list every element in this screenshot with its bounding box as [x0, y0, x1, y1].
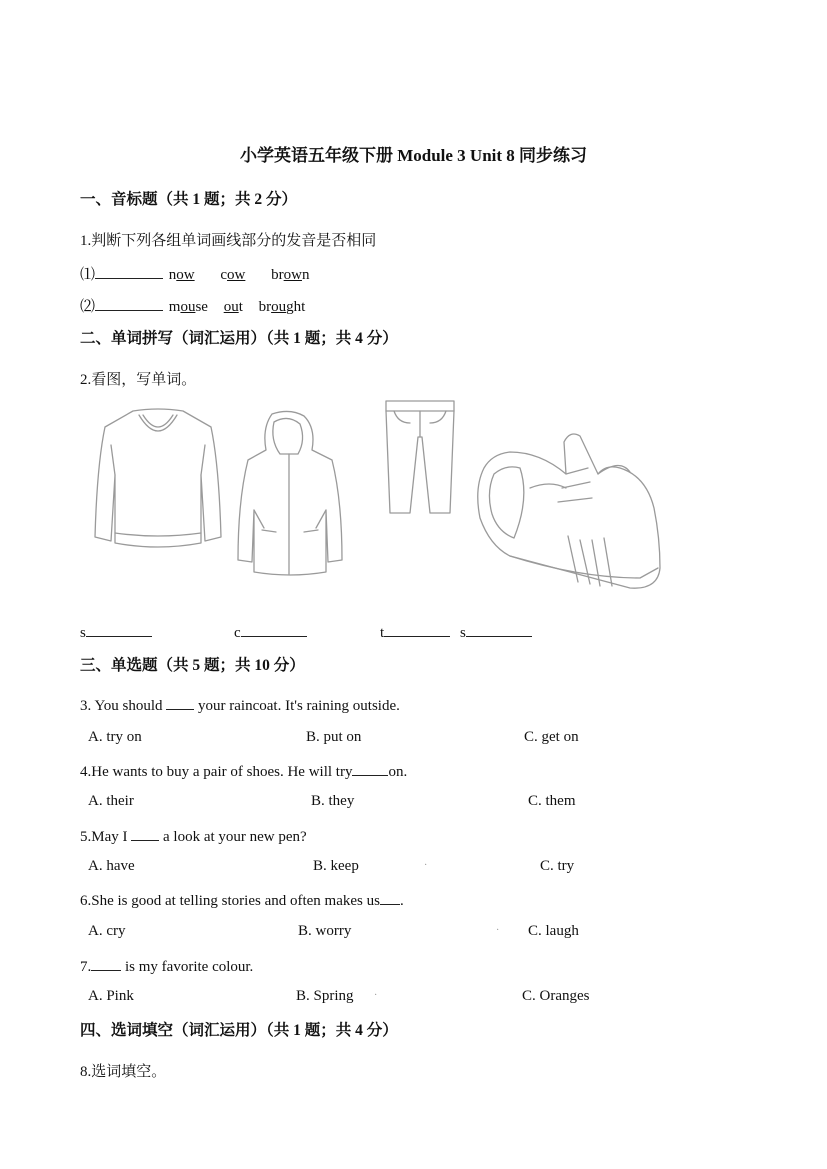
- question-1-stem: 1.判断下列各组单词画线部分的发音是否相同: [80, 233, 377, 249]
- stray-mark: ·: [424, 860, 428, 871]
- section-heading-word-choice: 四、选词填空（词汇运用）（共 1 题；共 4 分）: [80, 1022, 398, 1039]
- word-brown: brown: [271, 267, 310, 283]
- word-mouse: mouse: [168, 299, 208, 315]
- question-4-stem: 4.He wants to buy a pair of shoes. He will try on.: [80, 761, 407, 781]
- answer-blank[interactable]: [380, 890, 400, 905]
- option-c[interactable]: C. Oranges: [522, 988, 590, 1004]
- answer-blank[interactable]: [86, 622, 152, 637]
- section-heading-single-choice: 三、单选题（共 5 题；共 10 分）: [80, 657, 305, 674]
- option-a[interactable]: A. cry: [88, 923, 126, 939]
- option-c[interactable]: C. get on: [524, 729, 579, 745]
- answer-blank[interactable]: [352, 761, 388, 776]
- question-6-stem: 6.She is good at telling stories and often makes us .: [80, 890, 404, 910]
- word-cow: cow: [220, 267, 246, 283]
- answer-blank[interactable]: [466, 622, 532, 637]
- question-7-stem: 7. is my favorite colour.: [80, 956, 253, 976]
- hint-shoes: s: [460, 622, 532, 642]
- word-now: now: [168, 267, 195, 283]
- sweater-picture: [93, 405, 223, 555]
- option-a[interactable]: A. try on: [88, 729, 142, 745]
- hint-coat: c: [234, 622, 307, 642]
- option-c[interactable]: C. laugh: [528, 923, 579, 939]
- page-title: 小学英语五年级下册 Module 3 Unit 8 同步练习: [239, 146, 588, 165]
- hint-sweater: s: [80, 622, 152, 642]
- item-label: ⑴: [80, 267, 96, 283]
- stray-mark: ·: [374, 990, 378, 1001]
- hint-trousers: t: [380, 622, 450, 642]
- section-heading-phonetics: 一、音标题（共 1 题；共 2 分）: [80, 191, 298, 208]
- question-3-stem: 3. You should your raincoat. It's raining outside.: [80, 695, 400, 715]
- option-a[interactable]: A. their: [88, 793, 134, 809]
- option-b[interactable]: B. they: [311, 793, 355, 809]
- option-a[interactable]: A. have: [88, 858, 135, 874]
- question-1-item-1: [80, 263, 309, 284]
- answer-blank[interactable]: [95, 264, 163, 279]
- item-label: ⑵: [80, 299, 96, 315]
- option-b[interactable]: B. put on: [306, 729, 362, 745]
- question-5-stem: 5.May I a look at your new pen?: [80, 826, 307, 846]
- answer-blank[interactable]: [131, 826, 159, 841]
- word-out: out: [223, 299, 243, 315]
- answer-blank[interactable]: [241, 622, 307, 637]
- option-b[interactable]: B. worry: [298, 923, 352, 939]
- option-b[interactable]: B. Spring: [296, 988, 354, 1004]
- coat-picture: [232, 410, 347, 578]
- word-brought: brought: [258, 299, 306, 315]
- shoe-picture: [470, 428, 665, 598]
- answer-blank[interactable]: [384, 622, 450, 637]
- question-8-stem: 8.选词填空。: [80, 1064, 167, 1080]
- question-2-stem: 2.看图，写单词。: [80, 372, 197, 388]
- answer-blank[interactable]: [166, 695, 194, 710]
- question-1-item-2: [80, 295, 305, 316]
- option-c[interactable]: C. try: [540, 858, 575, 874]
- stray-mark: ·: [496, 925, 500, 936]
- section-heading-spelling: 二、单词拼写（词汇运用）（共 1 题；共 4 分）: [80, 330, 398, 347]
- answer-blank[interactable]: [91, 956, 121, 971]
- option-a[interactable]: A. Pink: [88, 988, 134, 1004]
- option-b[interactable]: B. keep: [313, 858, 359, 874]
- option-c[interactable]: C. them: [528, 793, 576, 809]
- trousers-picture: [380, 397, 460, 517]
- answer-blank[interactable]: [95, 296, 163, 311]
